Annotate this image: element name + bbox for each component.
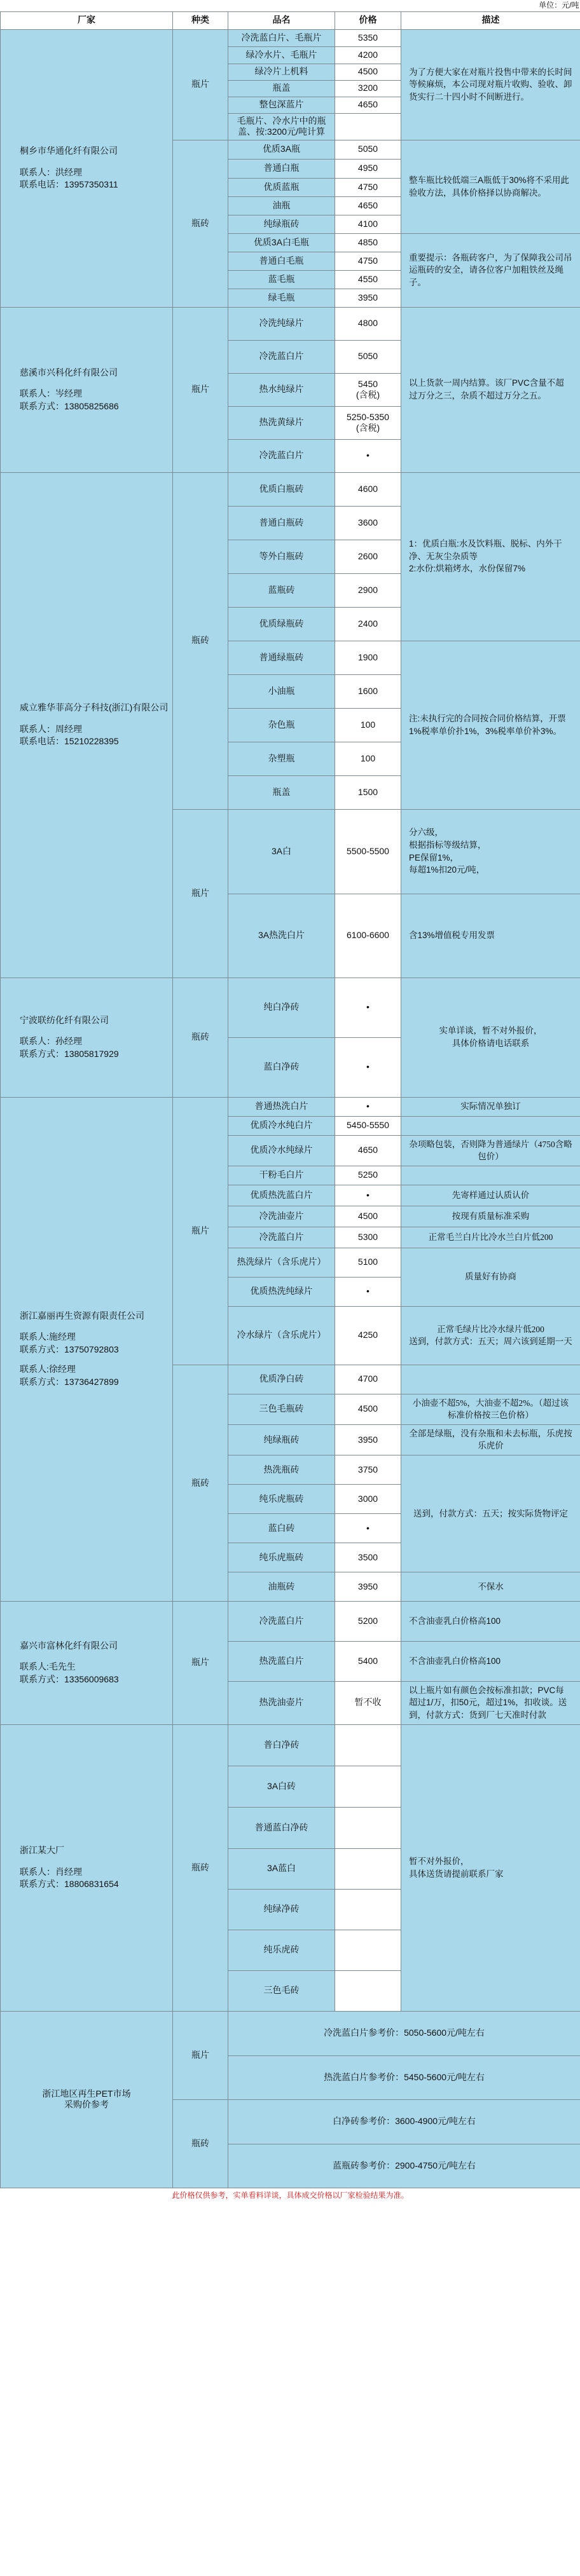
price-cell: 5250 bbox=[335, 1166, 401, 1185]
price-cell: • bbox=[335, 1277, 401, 1306]
item-cell: 纯绿净砖 bbox=[228, 1889, 335, 1930]
price-cell: 6100-6600 bbox=[335, 894, 401, 978]
item-cell: 纯乐虎瓶砖 bbox=[228, 1543, 335, 1572]
description-cell: 含13%增值税专用发票 bbox=[401, 894, 580, 978]
item-cell: 蓝白砖 bbox=[228, 1513, 335, 1543]
unit-row bbox=[1, 0, 580, 11]
market-price-line: 白净砖参考价：3600-4900元/吨左右 bbox=[228, 2099, 580, 2144]
company-cell bbox=[1, 1097, 173, 1601]
item-cell: 热洗蓝白片 bbox=[228, 1641, 335, 1681]
company-name: 慈溪市兴科化纤有限公司 bbox=[20, 367, 118, 378]
company-name: 宁波联纺化纤有限公司 bbox=[20, 1014, 109, 1025]
price-cell: 暂不收 bbox=[335, 1681, 401, 1724]
price-cell: 5100 bbox=[335, 1248, 401, 1277]
item-cell: 优质热洗纯绿片 bbox=[228, 1277, 335, 1306]
company-name: 浙江嘉丽再生资源有限责任公司 bbox=[20, 1310, 144, 1321]
table-row bbox=[1, 29, 580, 46]
company-phone: 联系电话：13957350311 bbox=[20, 179, 118, 190]
item-cell: 优质热洗蓝白片 bbox=[228, 1185, 335, 1206]
price-cell: • bbox=[335, 978, 401, 1037]
item-cell: 纯白净砖 bbox=[228, 978, 335, 1037]
price-cell: 4500 bbox=[335, 1394, 401, 1424]
price-cell: • bbox=[335, 1513, 401, 1543]
company-contact: 联系人：洪经理 bbox=[20, 167, 82, 177]
description-cell: 重要提示：各瓶砖客户，为了保障我公司吊运瓶砖的安全，请各位客户加粗铁丝及绳子。 bbox=[401, 233, 580, 307]
header-row bbox=[1, 11, 580, 29]
company-phone: 联系方式：13356009683 bbox=[20, 1673, 119, 1684]
item-cell: 普通白瓶 bbox=[228, 159, 335, 178]
description-cell: 按现有质量标准采购 bbox=[401, 1206, 580, 1227]
table-row bbox=[1, 2011, 580, 2055]
header-desc: 描述 bbox=[401, 11, 580, 29]
item-cell: 热水纯绿片 bbox=[228, 373, 335, 406]
table-row bbox=[1, 1724, 580, 1766]
price-cell: 4850 bbox=[335, 233, 401, 252]
item-cell: 热洗绿片（含乐虎片） bbox=[228, 1248, 335, 1277]
price-cell: 4750 bbox=[335, 178, 401, 196]
item-cell: 绿毛瓶 bbox=[228, 289, 335, 307]
company-name: 桐乡市华通化纤有限公司 bbox=[20, 146, 118, 156]
item-cell: 整包深蓝片 bbox=[228, 97, 335, 113]
item-cell: 优质3A白毛瓶 bbox=[228, 233, 335, 252]
description-cell: 小油壶不超5%，大油壶不超2%。（超过该标准价格按三色价格） bbox=[401, 1394, 580, 1424]
price-cell: 4650 bbox=[335, 97, 401, 113]
item-cell: 冷洗蓝白片 bbox=[228, 340, 335, 373]
price-cell: • bbox=[335, 1097, 401, 1116]
item-cell: 3A蓝白 bbox=[228, 1848, 335, 1889]
item-cell: 优质净白砖 bbox=[228, 1365, 335, 1394]
item-cell: 冷洗油壶片 bbox=[228, 1206, 335, 1227]
item-cell: 优质3A瓶 bbox=[228, 140, 335, 159]
price-cell: 5350 bbox=[335, 29, 401, 46]
description-cell: 分六级， 根据指标等级结算， PE保留1%， 每超1%扣20元/吨， bbox=[401, 809, 580, 894]
kind-cell: 瓶砖 bbox=[173, 978, 228, 1097]
table-body bbox=[1, 29, 580, 2188]
item-cell: 冷洗蓝白片 bbox=[228, 1227, 335, 1248]
price-cell: 2600 bbox=[335, 540, 401, 573]
market-kind: 瓶砖 bbox=[173, 2099, 228, 2188]
kind-cell: 瓶片 bbox=[173, 1601, 228, 1724]
description-cell bbox=[401, 1166, 580, 1185]
item-cell: 杂色瓶 bbox=[228, 708, 335, 742]
company-contact: 联系人：岑经理 bbox=[20, 388, 82, 399]
price-cell: 3600 bbox=[335, 506, 401, 540]
market-price-line: 热洗蓝白片参考价：5450-5600元/吨左右 bbox=[228, 2055, 580, 2099]
footer-note: 此价格仅供参考，实单看料详谈，具体成交价格以厂家检验结果为准。 bbox=[1, 2188, 580, 2203]
price-cell: 1900 bbox=[335, 641, 401, 674]
company-phone: 联系方式：13805825686 bbox=[20, 400, 119, 411]
price-cell: 5050 bbox=[335, 340, 401, 373]
price-cell: 4500 bbox=[335, 64, 401, 80]
item-cell: 3A热洗白片 bbox=[228, 894, 335, 978]
company-cell bbox=[1, 978, 173, 1097]
item-cell: 普白净砖 bbox=[228, 1724, 335, 1766]
company-phone: 联系方式：18806831654 bbox=[20, 1879, 119, 1890]
company-phone: 联系电话：15210228395 bbox=[20, 736, 119, 747]
price-cell: 1600 bbox=[335, 674, 401, 708]
description-cell: 正常毛兰白片比冷水兰白片低200 bbox=[401, 1227, 580, 1248]
item-cell: 热洗油壶片 bbox=[228, 1681, 335, 1724]
company-name: 威立雅华菲高分子科技(浙江)有限公司 bbox=[20, 702, 169, 713]
price-cell bbox=[335, 1970, 401, 2011]
kind-cell: 瓶砖 bbox=[173, 1724, 228, 2011]
item-cell: 冷水绿片（含乐虎片） bbox=[228, 1306, 335, 1365]
price-cell: 5500-5500 bbox=[335, 809, 401, 894]
kind-cell: 瓶砖 bbox=[173, 1365, 228, 1601]
description-cell: 不含油壶乳白价格高100 bbox=[401, 1641, 580, 1681]
description-cell: 实际情况单独订 bbox=[401, 1097, 580, 1116]
item-cell: 小油瓶 bbox=[228, 674, 335, 708]
price-cell: 4250 bbox=[335, 1306, 401, 1365]
item-cell: 3A白砖 bbox=[228, 1766, 335, 1807]
company-cell bbox=[1, 472, 173, 978]
item-cell: 纯绿瓶砖 bbox=[228, 215, 335, 233]
price-cell: 4200 bbox=[335, 46, 401, 64]
item-cell: 优质白瓶砖 bbox=[228, 472, 335, 506]
price-cell: 3200 bbox=[335, 80, 401, 97]
description-cell: 整车瓶比较低端三A瓶低于30%将不采用此验收方法，具体价格择以协商解决。 bbox=[401, 140, 580, 233]
item-cell: 毛瓶片、冷水片中的瓶盖、按:3200元/吨计算 bbox=[228, 113, 335, 140]
price-cell: • bbox=[335, 1037, 401, 1097]
header-company: 厂家 bbox=[1, 11, 173, 29]
item-cell: 绿冷水片、毛瓶片 bbox=[228, 46, 335, 64]
price-cell: 100 bbox=[335, 742, 401, 775]
company-contact: 联系人：孙经理 bbox=[20, 1036, 82, 1047]
description-cell: 暂不对外报价， 具体送货请提前联系厂家 bbox=[401, 1724, 580, 2011]
description-cell: 不含油壶乳白价格高100 bbox=[401, 1601, 580, 1641]
price-cell: 5200 bbox=[335, 1601, 401, 1641]
item-cell: 优质冷水纯白片 bbox=[228, 1116, 335, 1135]
price-cell: 4550 bbox=[335, 270, 401, 289]
description-cell: 送到，付款方式：五天；按实际货物评定 bbox=[401, 1455, 580, 1572]
market-price-line: 蓝瓶砖参考价：2900-4750元/吨左右 bbox=[228, 2144, 580, 2188]
item-cell: 杂塑瓶 bbox=[228, 742, 335, 775]
item-cell: 瓶盖 bbox=[228, 775, 335, 809]
item-cell: 冷洗蓝白片 bbox=[228, 1601, 335, 1641]
price-cell: 5450-5550 bbox=[335, 1116, 401, 1135]
item-cell: 蓝瓶砖 bbox=[228, 573, 335, 607]
item-cell: 普通白毛瓶 bbox=[228, 252, 335, 270]
kind-cell: 瓶砖 bbox=[173, 140, 228, 307]
price-cell: 3500 bbox=[335, 1543, 401, 1572]
table-row bbox=[1, 1097, 580, 1116]
table-row bbox=[1, 307, 580, 340]
company-contact: 联系人:施经理 bbox=[20, 1332, 76, 1342]
price-cell bbox=[335, 1848, 401, 1889]
item-cell: 油瓶 bbox=[228, 196, 335, 215]
price-cell: 5400 bbox=[335, 1641, 401, 1681]
price-cell: 1500 bbox=[335, 775, 401, 809]
price-cell bbox=[335, 1766, 401, 1807]
item-cell: 纯乐虎瓶砖 bbox=[228, 1484, 335, 1513]
price-cell: 3750 bbox=[335, 1455, 401, 1484]
price-cell bbox=[335, 1807, 401, 1848]
header-item: 品名 bbox=[228, 11, 335, 29]
description-cell: 以上货款一周内结算。该厂PVC含量不超过万分之三，杂质不超过万分之五。 bbox=[401, 307, 580, 472]
company-cell bbox=[1, 1724, 173, 2011]
item-cell: 优质蓝瓶 bbox=[228, 178, 335, 196]
item-cell: 干粉毛白片 bbox=[228, 1166, 335, 1185]
price-cell: 4750 bbox=[335, 252, 401, 270]
item-cell: 纯绿瓶砖 bbox=[228, 1424, 335, 1455]
item-cell: 普通蓝白净砖 bbox=[228, 1807, 335, 1848]
item-cell: 纯乐虎砖 bbox=[228, 1930, 335, 1970]
description-cell: 正常毛绿片比冷水绿片低200 送到，付款方式：五天；周六该到延期一天 bbox=[401, 1306, 580, 1365]
company-cell bbox=[1, 1601, 173, 1724]
kind-cell: 瓶片 bbox=[173, 307, 228, 472]
header-kind: 种类 bbox=[173, 11, 228, 29]
kind-cell: 瓶片 bbox=[173, 809, 228, 978]
kind-cell: 瓶片 bbox=[173, 29, 228, 140]
price-cell: • bbox=[335, 439, 401, 472]
company-contact: 联系人：肖经理 bbox=[20, 1866, 82, 1877]
kind-cell: 瓶片 bbox=[173, 1097, 228, 1365]
price-cell: 4650 bbox=[335, 1135, 401, 1166]
item-cell: 冷洗蓝白片 bbox=[228, 439, 335, 472]
price-cell: 5450 (含税) bbox=[335, 373, 401, 406]
price-cell: 4950 bbox=[335, 159, 401, 178]
header-price: 价格 bbox=[335, 11, 401, 29]
price-cell: 4650 bbox=[335, 196, 401, 215]
price-cell: 2900 bbox=[335, 573, 401, 607]
price-cell: 4600 bbox=[335, 472, 401, 506]
item-cell: 蓝毛瓶 bbox=[228, 270, 335, 289]
description-cell: 注:未执行完的合同按合同价格结算，开票1%税率单价扑1%，3%税率单价补3%。 bbox=[401, 641, 580, 809]
price-cell: 100 bbox=[335, 708, 401, 742]
company-phone: 联系方式：13736427899 bbox=[20, 1376, 119, 1387]
company-cell bbox=[1, 29, 173, 307]
footer-row bbox=[1, 2188, 580, 2203]
unit-label: 单位：元/吨 bbox=[539, 1, 579, 10]
item-cell: 普通绿瓶砖 bbox=[228, 641, 335, 674]
kind-cell: 瓶砖 bbox=[173, 472, 228, 809]
item-cell: 优质绿瓶砖 bbox=[228, 607, 335, 641]
item-cell: 绿冷片上机料 bbox=[228, 64, 335, 80]
market-price-line: 冷洗蓝白片参考价：5050-5600元/吨左右 bbox=[228, 2011, 580, 2055]
price-cell: 3000 bbox=[335, 1484, 401, 1513]
item-cell: 优质冷水纯绿片 bbox=[228, 1135, 335, 1166]
company-name: 嘉兴市富林化纤有限公司 bbox=[20, 1640, 118, 1651]
description-cell: 先寄样通过认质认价 bbox=[401, 1185, 580, 1206]
price-cell: 4500 bbox=[335, 1206, 401, 1227]
market-name: 浙江地区再生PET市场 采购价参考 bbox=[1, 2011, 173, 2188]
description-cell bbox=[401, 1116, 580, 1135]
price-cell bbox=[335, 1930, 401, 1970]
price-cell: 3950 bbox=[335, 1572, 401, 1601]
item-cell: 等外白瓶砖 bbox=[228, 540, 335, 573]
company-phone: 联系方式：13805817929 bbox=[20, 1048, 119, 1059]
price-cell: 2400 bbox=[335, 607, 401, 641]
company-contact: 联系人:毛先生 bbox=[20, 1661, 76, 1672]
price-cell bbox=[335, 113, 401, 140]
market-kind: 瓶片 bbox=[173, 2011, 228, 2099]
description-cell: 实单详谈，暂不对外报价， 具体价格请电话联系 bbox=[401, 978, 580, 1097]
description-cell: 以上瓶片如有颜色会按标准扣款；PVC每超过1/万，扣50元，超过1%，扣收谈。送到，付款方式：货到厂七天准时付款 bbox=[401, 1681, 580, 1724]
price-cell bbox=[335, 1724, 401, 1766]
company-cell bbox=[1, 307, 173, 472]
description-cell: 不保水 bbox=[401, 1572, 580, 1601]
item-cell: 冷洗纯绿片 bbox=[228, 307, 335, 340]
price-cell: 3950 bbox=[335, 1424, 401, 1455]
description-cell: 杂项略包装，否则降为普通绿片（4750含略包价） bbox=[401, 1135, 580, 1166]
company-contact: 联系人：周经理 bbox=[20, 723, 82, 734]
item-cell: 热洗黄绿片 bbox=[228, 406, 335, 439]
item-cell: 瓶盖 bbox=[228, 80, 335, 97]
company-phone: 联系方式：13750792803 bbox=[20, 1344, 119, 1354]
item-cell: 三色毛瓶砖 bbox=[228, 1394, 335, 1424]
price-cell: 3950 bbox=[335, 289, 401, 307]
description-cell: 为了方便大家在对瓶片投售中带来的长时间等候麻烦，本公司现对瓶片收购、验收、卸货实行二十四小时不间断进行。 bbox=[401, 29, 580, 140]
price-cell: 5250-5350 (含税) bbox=[335, 406, 401, 439]
description-cell bbox=[401, 1365, 580, 1394]
table-row bbox=[1, 1601, 580, 1641]
company-contact: 联系人:徐经理 bbox=[20, 1364, 76, 1375]
price-cell: 5300 bbox=[335, 1227, 401, 1248]
company-name: 浙江某大厂 bbox=[20, 1845, 64, 1856]
item-cell: 3A白 bbox=[228, 809, 335, 894]
item-cell: 热洗瓶砖 bbox=[228, 1455, 335, 1484]
price-cell: 5050 bbox=[335, 140, 401, 159]
table-row bbox=[1, 978, 580, 1037]
price-cell: 4100 bbox=[335, 215, 401, 233]
item-cell: 普通热洗白片 bbox=[228, 1097, 335, 1116]
price-cell bbox=[335, 1889, 401, 1930]
description-cell: 全部是绿瓶，没有杂瓶和未去标瓶，乐虎按乐虎价 bbox=[401, 1424, 580, 1455]
price-cell: 4700 bbox=[335, 1365, 401, 1394]
description-cell: 1：优质白瓶:水及饮料瓶、脱标、内外干净、无灰尘杂质等 2:水份:烘箱烤水，水份保留7% bbox=[401, 472, 580, 641]
item-cell: 油瓶砖 bbox=[228, 1572, 335, 1601]
price-cell: 4800 bbox=[335, 307, 401, 340]
table-row bbox=[1, 472, 580, 506]
description-cell: 质量好有协商 bbox=[401, 1248, 580, 1306]
item-cell: 普通白瓶砖 bbox=[228, 506, 335, 540]
price-cell: • bbox=[335, 1185, 401, 1206]
item-cell: 冷洗蓝白片、毛瓶片 bbox=[228, 29, 335, 46]
item-cell: 蓝白净砖 bbox=[228, 1037, 335, 1097]
item-cell: 三色毛砖 bbox=[228, 1970, 335, 2011]
